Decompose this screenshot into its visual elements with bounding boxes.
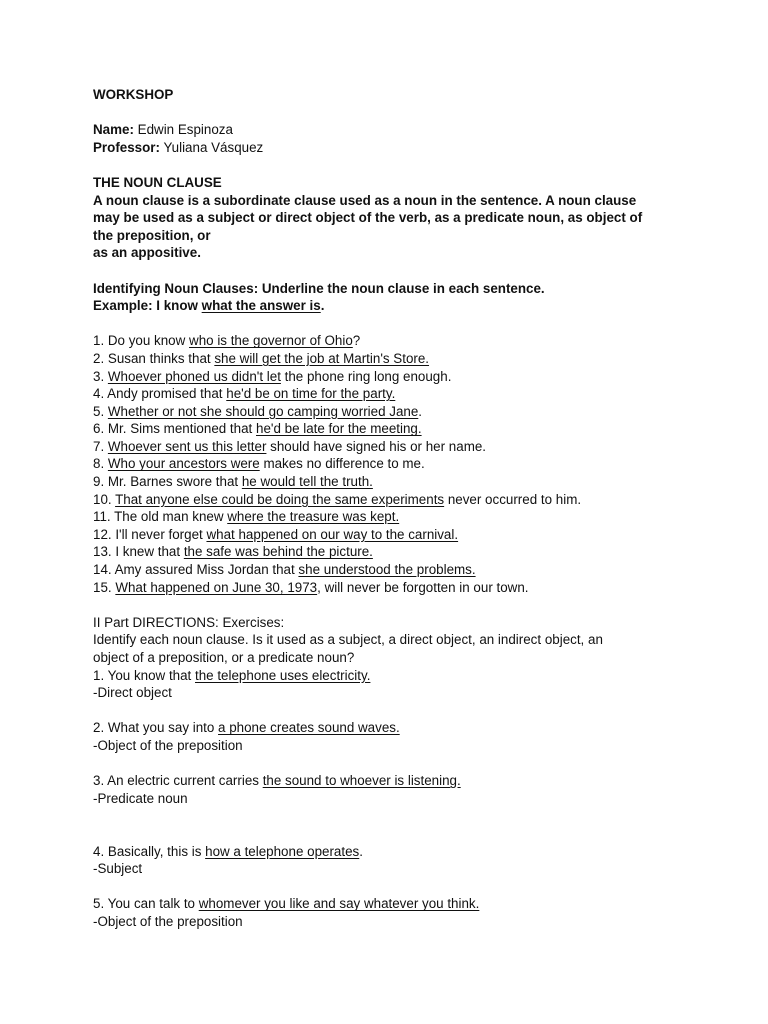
example-underlined: what the answer is xyxy=(201,298,321,314)
instructions: Identifying Noun Clauses: Underline the noun clause in each sentence. xyxy=(93,280,545,296)
noun-clause-underlined: Whoever phoned us didn't let xyxy=(107,368,281,384)
professor-line xyxy=(93,139,693,157)
exercise-answer: -Subject xyxy=(93,861,143,877)
noun-clause-underlined: she will get the job at Martin's Store. xyxy=(214,350,430,366)
exercise-sentence: 5. You can talk to whomever you like and say whatever you think. xyxy=(93,896,480,912)
exercise-answer: -Object of the preposition xyxy=(93,913,243,929)
exercise-sentence: 4. Basically, this is how a telephone operates. xyxy=(93,843,363,859)
sentence-item: 6. Mr. Sims mentioned that he'd be late for the meeting. xyxy=(93,421,422,437)
sentence-item: 13. I knew that the safe was behind the picture. xyxy=(93,544,373,560)
noun-clause-underlined: he'd be late for the meeting. xyxy=(256,421,422,437)
sentence-item: 2. Susan thinks that she will get the job at Martin's Store. xyxy=(93,350,430,366)
part1-sentence-list xyxy=(93,332,693,596)
student-name-line xyxy=(93,121,693,139)
doc-title: WORKSHOP xyxy=(93,87,174,102)
exercise-list xyxy=(93,667,693,931)
noun-clause-underlined: whomever you like and say whatever you think. xyxy=(198,896,480,912)
sentence-item: 15. What happened on June 30, 1973, will never be forgotten in our town. xyxy=(93,579,529,595)
professor-value: Yuliana Vásquez xyxy=(159,139,264,155)
noun-clause-underlined: a phone creates sound waves. xyxy=(218,720,400,736)
noun-clause-underlined: Whether or not she should go camping worried Jane xyxy=(107,403,419,419)
definition-line: the preposition, or xyxy=(93,227,211,243)
part2-directions-line: object of a preposition, or a predicate noun? xyxy=(93,650,355,665)
part2-title: II Part DIRECTIONS: Exercises: xyxy=(93,614,285,630)
sentence-item: 4. Andy promised that he'd be on time for the party. xyxy=(93,386,396,402)
sentence-item: 12. I'll never forget what happened on our way to the carnival. xyxy=(93,526,459,542)
definition-line: A noun clause is a subordinate clause used as a noun in the sentence. A noun clause xyxy=(93,192,637,208)
exercise-answer: -Object of the preposition xyxy=(93,737,243,753)
noun-clause-underlined: she understood the problems. xyxy=(298,562,476,578)
section-title: THE NOUN CLAUSE xyxy=(93,174,222,190)
noun-clause-underlined: Whoever sent us this letter xyxy=(107,438,267,454)
noun-clause-underlined: the safe was behind the picture. xyxy=(183,544,373,560)
exercise-sentence: 3. An electric current carries the sound to whoever is listening. xyxy=(93,773,461,789)
noun-clause-underlined: he'd be on time for the party. xyxy=(226,386,396,402)
part2-directions-line: Identify each noun clause. Is it used as a subject, a direct object, an indirect object, an xyxy=(93,632,603,648)
definition-line: as an appositive. xyxy=(93,245,201,261)
definition-line: may be used as a subject or direct object of the verb, as a predicate noun, as object of xyxy=(93,210,643,226)
noun-clause-underlined: That anyone else could be doing the same experiments xyxy=(115,491,445,507)
exercise-answer: -Predicate noun xyxy=(93,790,188,806)
sentence-item: 8. Who your ancestors were makes no difference to me. xyxy=(93,456,425,472)
noun-clause-underlined: where the treasure was kept. xyxy=(227,509,400,525)
name-value: Edwin Espinoza xyxy=(133,122,233,138)
noun-clause-underlined: how a telephone operates xyxy=(205,843,360,859)
sentence-item: 10. That anyone else could be doing the same experiments never occurred to him. xyxy=(93,491,582,507)
sentence-item: 14. Amy assured Miss Jordan that she understood the problems. xyxy=(93,562,476,578)
noun-clause-underlined: Who your ancestors were xyxy=(107,456,260,472)
noun-clause-underlined: he would tell the truth. xyxy=(241,474,373,490)
noun-clause-underlined: the sound to whoever is listening. xyxy=(262,773,461,789)
noun-clause-underlined: what happened on our way to the carnival. xyxy=(206,526,459,542)
noun-clause-underlined: What happened on June 30, 1973 xyxy=(115,579,318,595)
sentence-item: 1. Do you know who is the governor of Ohio? xyxy=(93,333,361,349)
example-line: Example: I know what the answer is. xyxy=(93,298,325,314)
exercise-sentence: 1. You know that the telephone uses electricity. xyxy=(93,667,371,683)
exercise-sentence: 2. What you say into a phone creates sound waves. xyxy=(93,720,400,736)
sentence-item: 11. The old man knew where the treasure was kept. xyxy=(93,509,400,525)
noun-clause-underlined: who is the governor of Ohio xyxy=(189,333,353,349)
sentence-item: 5. Whether or not she should go camping worried Jane. xyxy=(93,403,423,419)
sentence-item: 7. Whoever sent us this letter should have signed his or her name. xyxy=(93,438,487,454)
professor-label: Professor: xyxy=(93,139,160,155)
sentence-item: 3. Whoever phoned us didn't let the phone ring long enough. xyxy=(93,368,452,384)
document-page xyxy=(93,86,693,931)
sentence-item: 9. Mr. Barnes swore that he would tell the truth. xyxy=(93,474,373,490)
exercise-answer: -Direct object xyxy=(93,685,172,701)
name-label: Name: xyxy=(93,122,134,138)
noun-clause-underlined: the telephone uses electricity. xyxy=(195,667,371,683)
